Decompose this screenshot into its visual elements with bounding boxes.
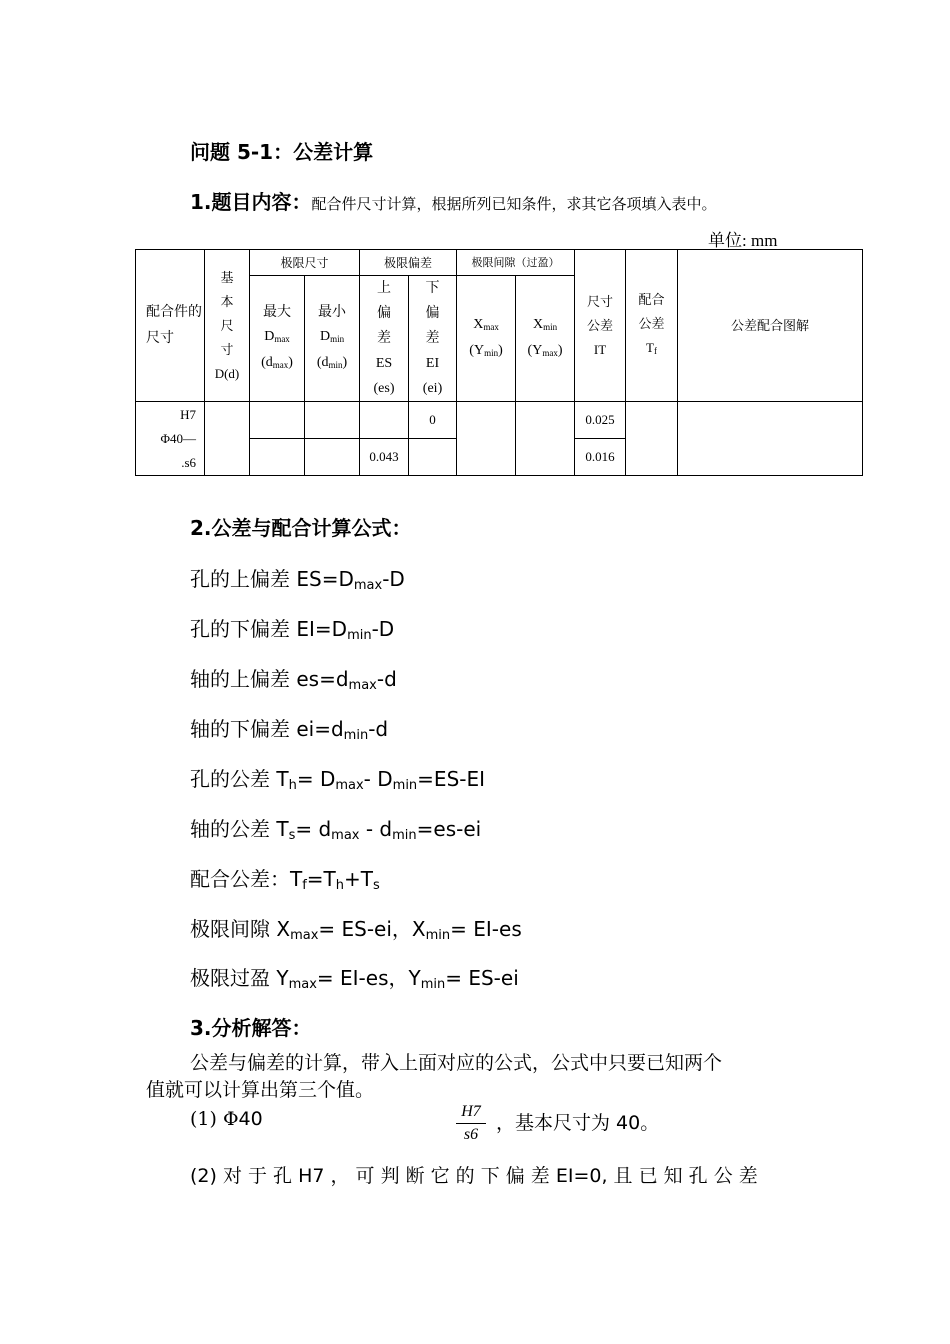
- page-title: 问题 5-1：公差计算: [190, 140, 374, 164]
- cell-hole-ei: 0: [409, 402, 457, 439]
- header-limit-deviation: 极限偏差: [360, 250, 457, 276]
- header-max-size: 最大 $D_{max}$ $(d_{max})$: [250, 276, 305, 402]
- item2-text: (2) 对 于 孔 H7 ， 可 判 断 它 的 下 偏 差 EI=0, 且 已 知 孔 公 差: [190, 1165, 758, 1187]
- formula-shaft-es: 轴的上偏差 $es=d_{max}-d$: [190, 667, 397, 693]
- header-clearance: 极限间隙（过盈）: [457, 250, 575, 276]
- formula-hole-ei: 孔的下偏差 $EI=D_{min}-D$: [190, 617, 395, 643]
- header-fit-diagram: 公差配合图解: [678, 250, 863, 402]
- formula-clearance: 极限间隙 $X_{max}= ES-ei$，$X_{min}= EI-es$: [190, 917, 522, 943]
- cell-shaft-min: [305, 439, 360, 476]
- section1-lead: 1.题目内容：: [190, 190, 312, 214]
- header-fit-tolerance: 配合 公差 $T_f$: [626, 250, 678, 402]
- cell-shaft-ei: [409, 439, 457, 476]
- formula-shaft-tolerance: 轴的公差 $T_s= d_{max} - d_{min}=es-ei$: [190, 817, 482, 843]
- fraction-denominator: s6: [463, 1126, 479, 1143]
- header-lower-deviation: 下 偏 差 EI (ei): [409, 276, 457, 402]
- formula-fit-tolerance: 配合公差：$T_f=T_h+T_s$: [190, 867, 380, 893]
- analysis-line-1: 公差与偏差的计算，带入上面对应的公式，公式中只要已知两个: [190, 1052, 723, 1074]
- cell-hole-es: [360, 402, 409, 439]
- header-xmin: $X_{min}$ $(Y_{max})$: [516, 276, 575, 402]
- formula-shaft-ei: 轴的下偏差 $ei=d_{min}-d$: [190, 717, 389, 743]
- header-limit-size: 极限尺寸: [250, 250, 360, 276]
- cell-hole-max: [250, 402, 305, 439]
- item1-prefix: (1) Φ40: [190, 1108, 263, 1130]
- fit-fraction: [456, 1102, 486, 1145]
- cell-shaft-es: 0.043: [360, 439, 409, 476]
- formula-hole-es: 孔的上偏差 $ES=D_{max}-D$: [190, 567, 405, 593]
- cell-xmin: [516, 402, 575, 476]
- analysis-line-2: 值就可以计算出第三个值。: [146, 1079, 375, 1101]
- cell-basic-size: [205, 402, 250, 476]
- header-upper-deviation: 上 偏 差 ES (es): [360, 276, 409, 402]
- section1-text: 配合件尺寸计算，根据所列已知条件，求其它各项填入表中。: [311, 195, 717, 213]
- item1-suffix: ，基本尺寸为 40。: [496, 1112, 660, 1134]
- cell-diagram: [678, 402, 863, 476]
- header-basic-size: 基 本 尺 寸 D(d): [205, 250, 250, 402]
- header-min-size: 最小 $D_{min}$ $(d_{min})$: [305, 276, 360, 402]
- header-size-tolerance: 尺寸 公差 IT: [575, 250, 626, 402]
- fraction-numerator: H7: [461, 1103, 481, 1120]
- cell-shaft-it: 0.016: [575, 439, 626, 476]
- formula-interference: 极限过盈 $Y_{max}= EI-es$，$Y_{min}= ES-ei$: [190, 966, 519, 992]
- row-label-fit: H7 Φ40— .s6: [136, 402, 205, 476]
- cell-xmax: [457, 402, 516, 476]
- cell-hole-min: [305, 402, 360, 439]
- header-xmax: $X_{max}$ $(Y_{min})$: [457, 276, 516, 402]
- section1-intro: [190, 186, 717, 215]
- cell-shaft-max: [250, 439, 305, 476]
- cell-hole-it: 0.025: [575, 402, 626, 439]
- formula-hole-tolerance: 孔的公差 $T_h= D_{max}-$ $D_{min}=ES-EI$: [190, 767, 486, 793]
- cell-tf: [626, 402, 678, 476]
- header-fit-size: 配合件的尺寸: [136, 250, 205, 402]
- fraction-bar: [456, 1123, 486, 1124]
- section2-heading: 2.公差与配合计算公式：: [190, 516, 412, 540]
- section3-heading: 3.分析解答：: [190, 1016, 312, 1040]
- unit-label: 单位: mm: [708, 231, 778, 250]
- tolerance-table: [135, 249, 863, 476]
